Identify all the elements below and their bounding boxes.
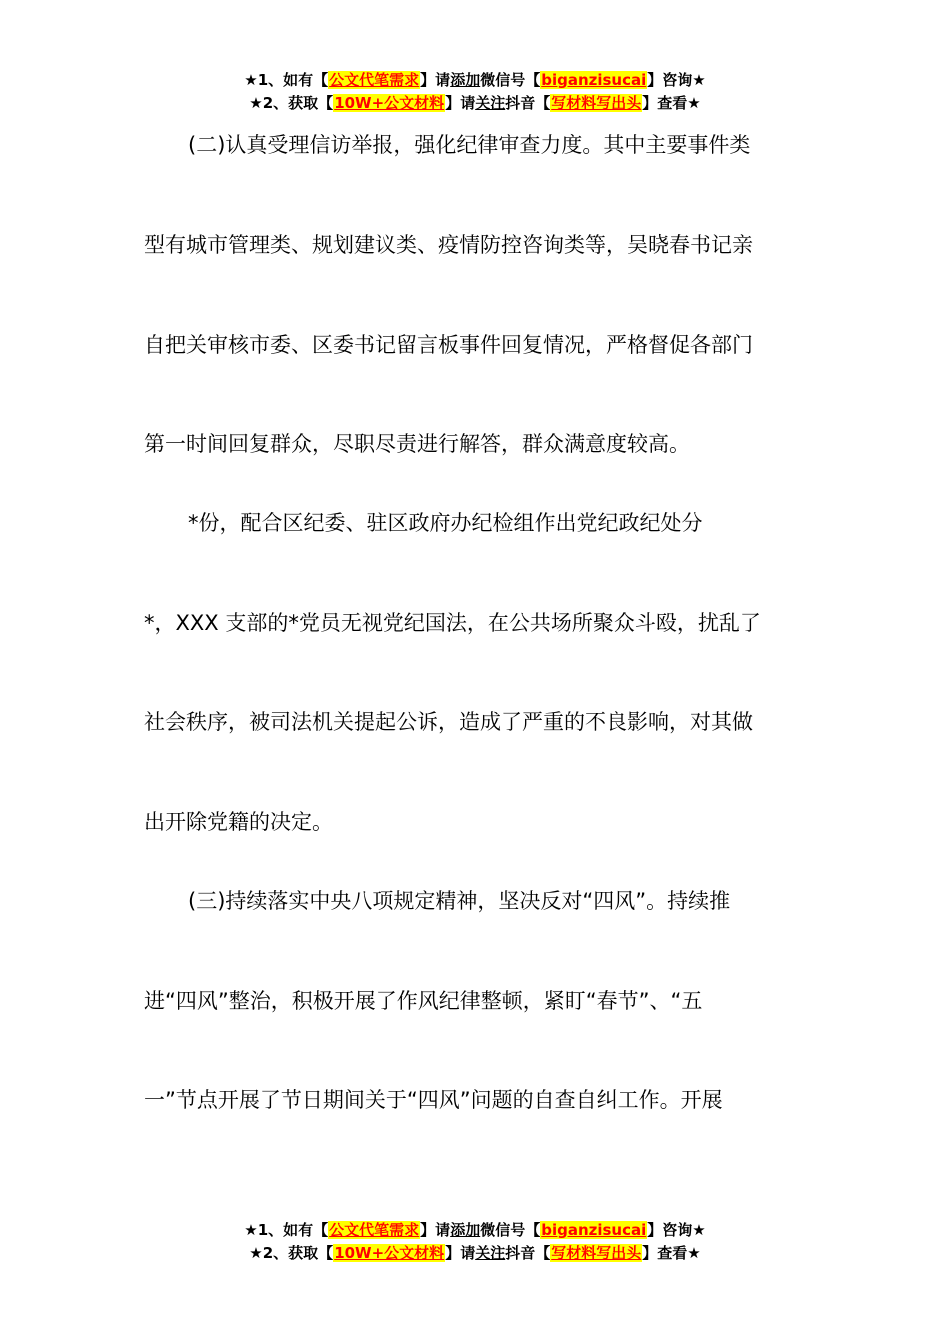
banner-highlight-douyin-id: 写材料写出头 <box>551 1244 642 1262</box>
header-banner-line-1 <box>0 69 950 92</box>
banner-text: 】请 <box>445 1244 476 1262</box>
banner-highlight-douyin-id: 写材料写出头 <box>551 94 642 112</box>
banner-emphasis: 关注 <box>475 94 506 112</box>
paragraph-2-line-3: 自把关审核市委、区委书记留言板事件回复情况，严格督促各部门 <box>144 333 753 357</box>
banner-highlight-materials: 10W+公文材料 <box>334 1244 445 1262</box>
footer-banner-line-1 <box>0 1219 950 1242</box>
banner-text: 】请 <box>420 71 451 89</box>
paragraph-discipline-line-2: *，XXX 支部的*党员无视党纪国法，在公共场所聚众斗殴，扰乱了 <box>144 611 761 635</box>
paragraph-3-line-1: (三)持续落实中央八项规定精神，坚决反对“四风”。持续推 <box>188 889 731 913</box>
header-banner-line-2 <box>0 92 950 115</box>
banner-text: ★1、如有【 <box>244 71 329 89</box>
banner-emphasis: 添加 <box>450 71 481 89</box>
banner-highlight-materials: 10W+公文材料 <box>334 94 445 112</box>
paragraph-discipline-line-4: 出开除党籍的决定。 <box>144 810 333 834</box>
banner-text: 】查看★ <box>642 1244 701 1262</box>
banner-emphasis: 添加 <box>450 1221 481 1239</box>
banner-text: 抖音【 <box>505 94 551 112</box>
banner-emphasis: 关注 <box>475 1244 506 1262</box>
banner-text: 微信号【 <box>480 1221 541 1239</box>
banner-text: 】查看★ <box>642 94 701 112</box>
banner-text: ★2、获取【 <box>249 1244 334 1262</box>
banner-highlight-wechat-id: biganzisucai <box>541 71 647 89</box>
footer-banner <box>0 1219 950 1265</box>
paragraph-2-line-1: (二)认真受理信访举报，强化纪律审查力度。其中主要事件类 <box>188 133 751 157</box>
footer-banner-line-2 <box>0 1242 950 1265</box>
banner-highlight-service: 公文代笔需求 <box>329 71 420 89</box>
banner-text: 抖音【 <box>505 1244 551 1262</box>
banner-text: ★1、如有【 <box>244 1221 329 1239</box>
paragraph-discipline-line-1: *份，配合区纪委、驻区政府办纪检组作出党纪政纪处分 <box>188 511 703 535</box>
paragraph-2-line-2: 型有城市管理类、规划建议类、疫情防控咨询类等，吴晓春书记亲 <box>144 233 753 257</box>
header-banner <box>0 69 950 115</box>
banner-text: 】请 <box>445 94 476 112</box>
paragraph-discipline-line-3: 社会秩序，被司法机关提起公诉，造成了严重的不良影响，对其做 <box>144 710 753 734</box>
banner-text: 】请 <box>420 1221 451 1239</box>
banner-text: 微信号【 <box>480 71 541 89</box>
banner-highlight-wechat-id: biganzisucai <box>541 1221 647 1239</box>
banner-text: 】咨询★ <box>647 1221 706 1239</box>
paragraph-3-line-3: 一”节点开展了节日期间关于“四风”问题的自查自纠工作。开展 <box>144 1088 723 1112</box>
banner-text: ★2、获取【 <box>249 94 334 112</box>
banner-text: 】咨询★ <box>647 71 706 89</box>
banner-highlight-service: 公文代笔需求 <box>329 1221 420 1239</box>
paragraph-2-line-4: 第一时间回复群众，尽职尽责进行解答，群众满意度较高。 <box>144 432 690 456</box>
paragraph-3-line-2: 进“四风”整治，积极开展了作风纪律整顿，紧盯“春节”、“五 <box>144 989 703 1013</box>
